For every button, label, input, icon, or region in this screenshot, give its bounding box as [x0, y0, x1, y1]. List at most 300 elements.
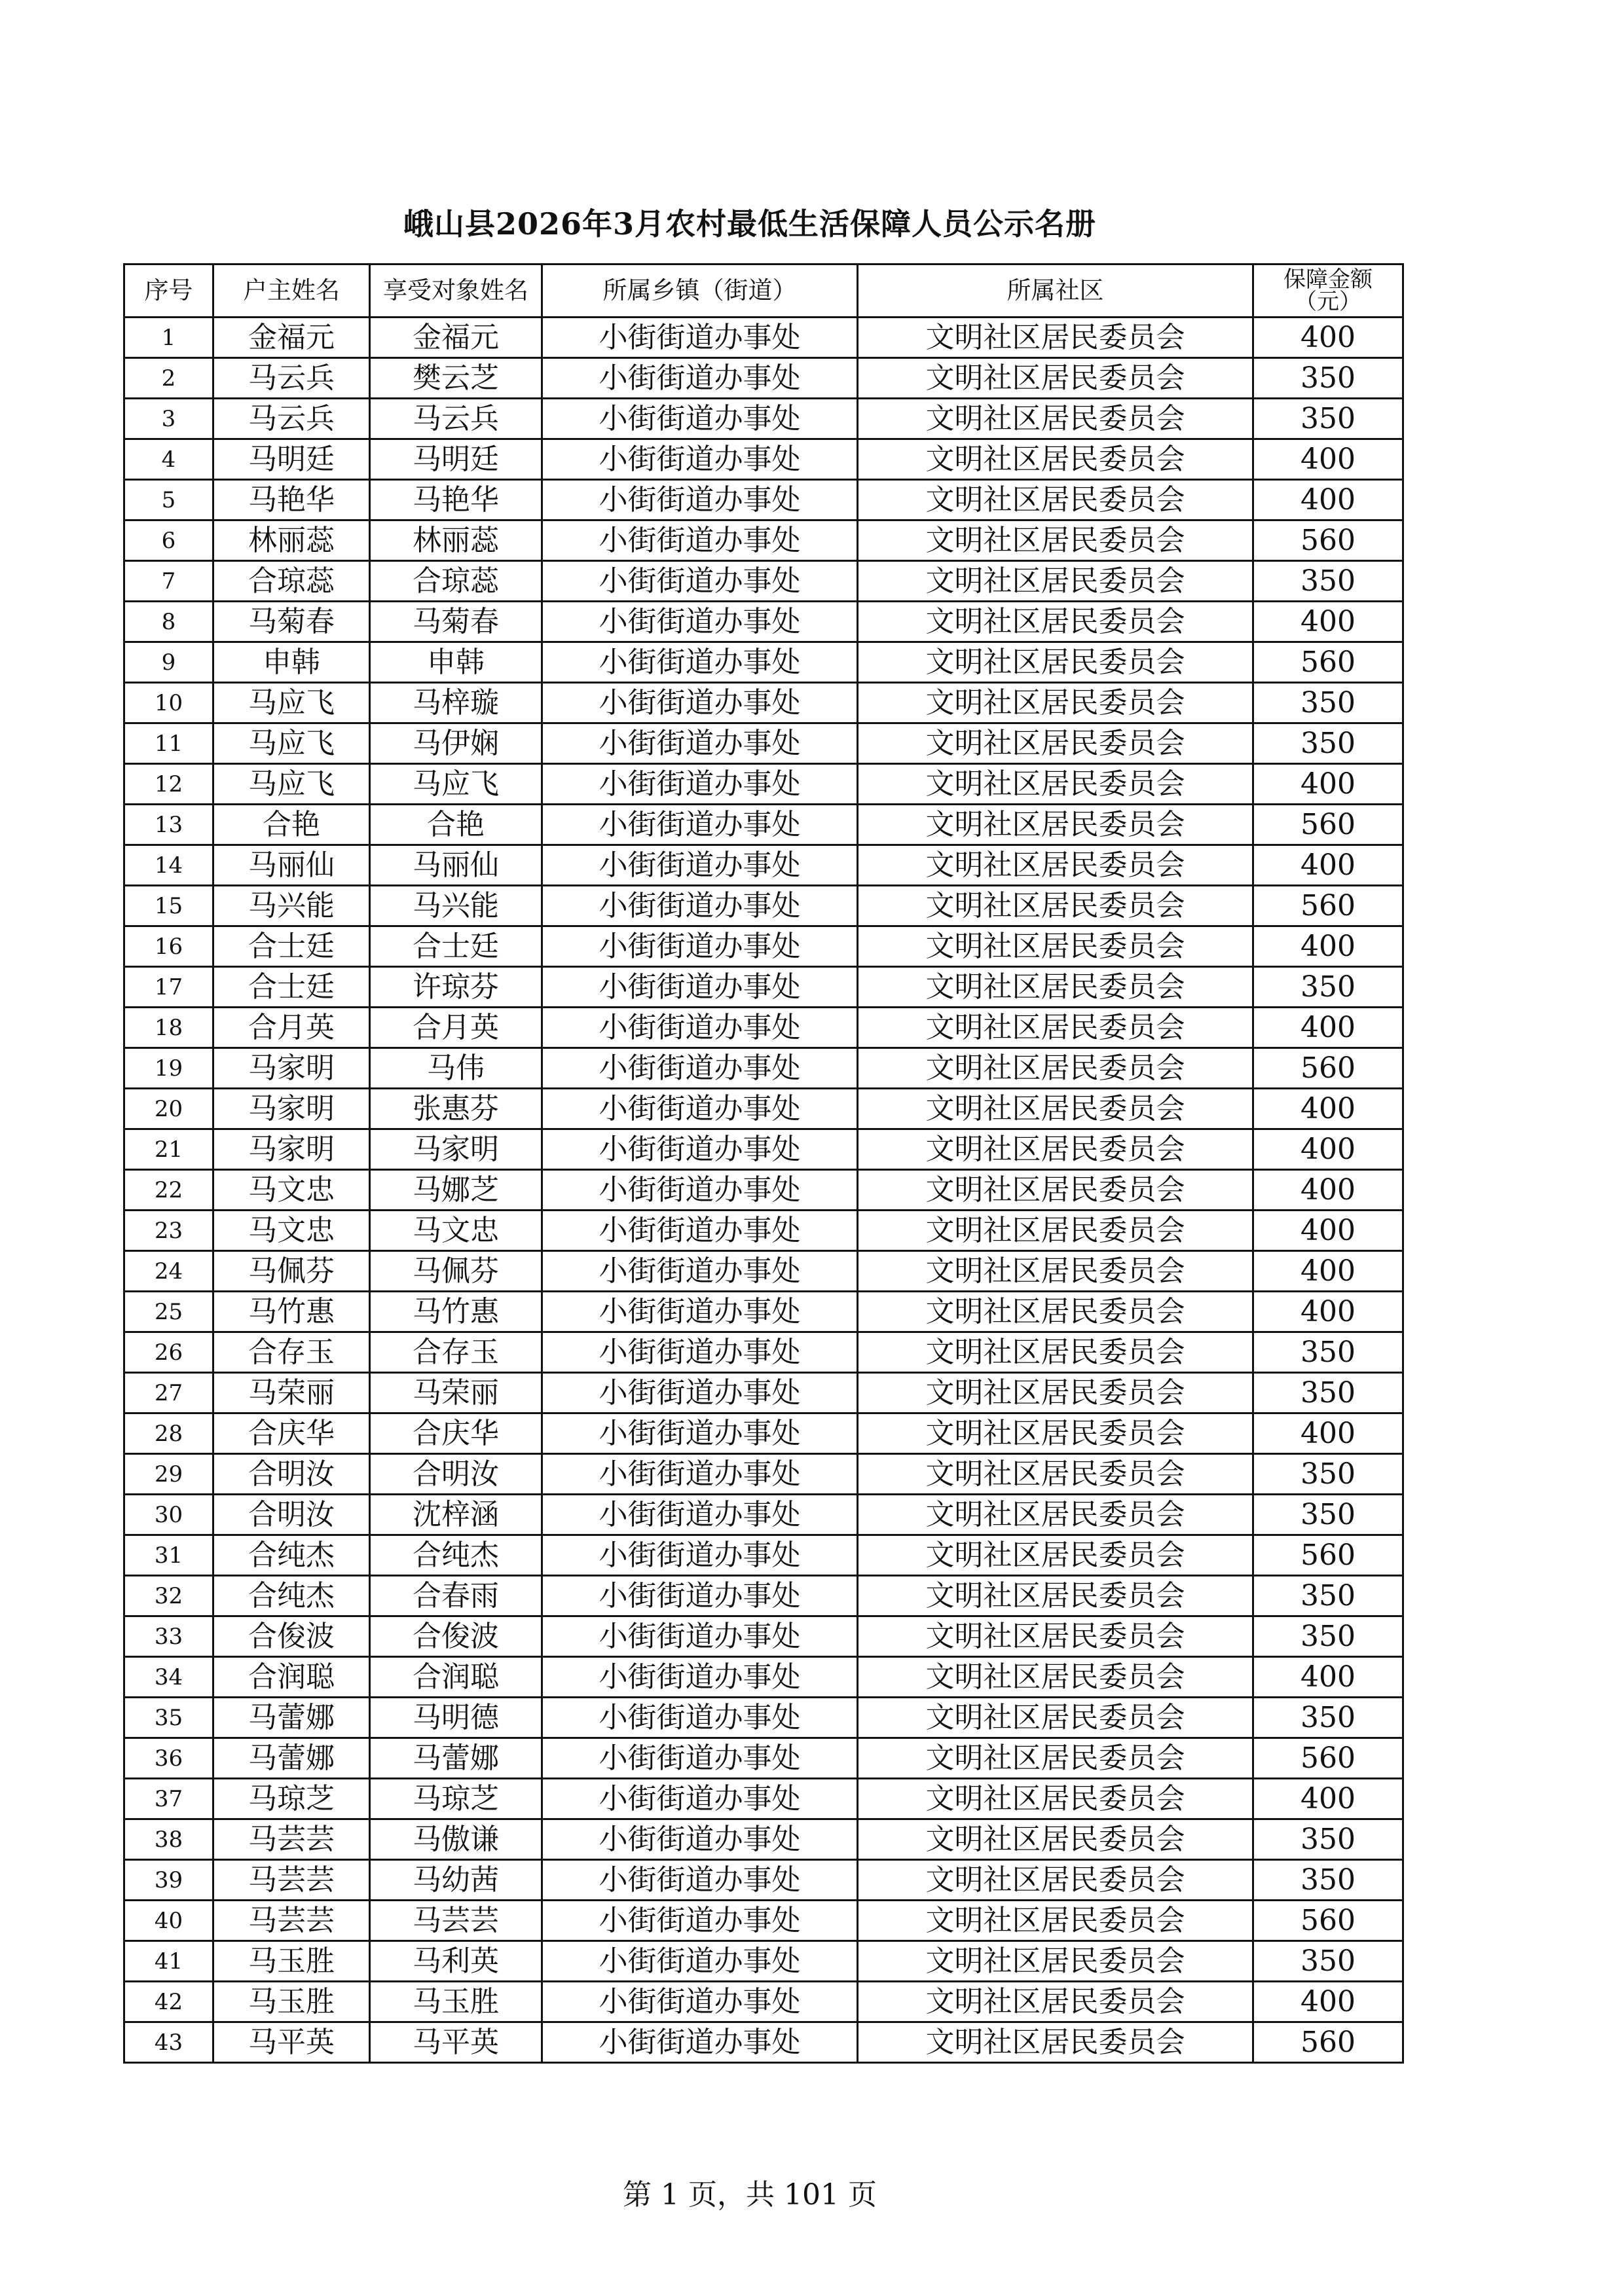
township-cell: 小街街道办事处	[542, 723, 858, 764]
beneficiary-cell: 马伊娴	[370, 723, 542, 764]
beneficiary-cell: 沈梓涵	[370, 1495, 542, 1535]
amount-cell: 400	[1253, 1170, 1403, 1211]
amount-cell: 350	[1253, 1332, 1403, 1373]
township-cell: 小街街道办事处	[542, 1819, 858, 1860]
household-head-cell: 合月英	[213, 1008, 370, 1048]
household-head-cell: 马佩芬	[213, 1251, 370, 1292]
beneficiary-cell: 马丽仙	[370, 845, 542, 886]
amount-cell: 350	[1253, 1373, 1403, 1413]
household-head-cell: 马玉胜	[213, 1982, 370, 2022]
township-cell: 小街街道办事处	[542, 1941, 858, 1982]
township-cell: 小街街道办事处	[542, 1860, 858, 1901]
table-row	[124, 1819, 1403, 1860]
community-cell: 文明社区居民委员会	[858, 1819, 1253, 1860]
township-cell: 小街街道办事处	[542, 845, 858, 886]
community-cell: 文明社区居民委员会	[858, 1698, 1253, 1738]
township-cell: 小街街道办事处	[542, 1251, 858, 1292]
row-index-cell: 15	[124, 886, 213, 926]
beneficiary-cell: 合庆华	[370, 1413, 542, 1454]
amount-cell: 560	[1253, 1738, 1403, 1779]
table-row	[124, 1738, 1403, 1779]
header-amount-label: 保障金额	[1283, 266, 1373, 293]
community-cell: 文明社区居民委员会	[858, 683, 1253, 723]
table-row	[124, 1251, 1403, 1292]
community-cell: 文明社区居民委员会	[858, 1170, 1253, 1211]
community-cell: 文明社区居民委员会	[858, 1454, 1253, 1495]
amount-cell: 560	[1253, 1535, 1403, 1576]
beneficiary-cell: 马蕾娜	[370, 1738, 542, 1779]
household-head-cell: 马艳华	[213, 480, 370, 520]
community-cell: 文明社区居民委员会	[858, 1048, 1253, 1089]
row-index-cell: 26	[124, 1332, 213, 1373]
household-head-cell: 合琼蕊	[213, 561, 370, 602]
amount-cell: 560	[1253, 642, 1403, 683]
table-row	[124, 764, 1403, 805]
household-head-cell: 马明廷	[213, 439, 370, 480]
township-cell: 小街街道办事处	[542, 399, 858, 439]
row-index-cell: 1	[124, 318, 213, 358]
beneficiary-cell: 金福元	[370, 318, 542, 358]
household-head-cell: 马家明	[213, 1089, 370, 1129]
beneficiary-cell: 马傲谦	[370, 1819, 542, 1860]
beneficiary-cell: 马玉胜	[370, 1982, 542, 2022]
township-cell: 小街街道办事处	[542, 886, 858, 926]
row-index-cell: 23	[124, 1211, 213, 1251]
row-index-cell: 13	[124, 805, 213, 845]
township-cell: 小街街道办事处	[542, 1982, 858, 2022]
row-index-cell: 29	[124, 1454, 213, 1495]
beneficiary-cell: 合春雨	[370, 1576, 542, 1616]
row-index-cell: 24	[124, 1251, 213, 1292]
beneficiary-cell: 樊云芝	[370, 358, 542, 399]
township-cell: 小街街道办事处	[542, 2022, 858, 2063]
township-cell: 小街街道办事处	[542, 1008, 858, 1048]
amount-cell: 350	[1253, 1495, 1403, 1535]
township-cell: 小街街道办事处	[542, 1332, 858, 1373]
beneficiary-cell: 马艳华	[370, 480, 542, 520]
township-cell: 小街街道办事处	[542, 1738, 858, 1779]
township-cell: 小街街道办事处	[542, 1413, 858, 1454]
community-cell: 文明社区居民委员会	[858, 967, 1253, 1008]
amount-cell: 350	[1253, 1698, 1403, 1738]
household-head-cell: 合纯杰	[213, 1535, 370, 1576]
community-cell: 文明社区居民委员会	[858, 561, 1253, 602]
township-cell: 小街街道办事处	[542, 1698, 858, 1738]
amount-cell: 560	[1253, 1901, 1403, 1941]
row-index-cell: 40	[124, 1901, 213, 1941]
township-cell: 小街街道办事处	[542, 1779, 858, 1819]
amount-cell: 400	[1253, 845, 1403, 886]
row-index-cell: 36	[124, 1738, 213, 1779]
amount-cell: 560	[1253, 2022, 1403, 2063]
community-cell: 文明社区居民委员会	[858, 439, 1253, 480]
township-cell: 小街街道办事处	[542, 1089, 858, 1129]
community-cell: 文明社区居民委员会	[858, 1211, 1253, 1251]
township-cell: 小街街道办事处	[542, 1292, 858, 1332]
community-cell: 文明社区居民委员会	[858, 886, 1253, 926]
township-cell: 小街街道办事处	[542, 1048, 858, 1089]
community-cell: 文明社区居民委员会	[858, 1657, 1253, 1698]
community-cell: 文明社区居民委员会	[858, 1982, 1253, 2022]
household-head-cell: 申韩	[213, 642, 370, 683]
row-index-cell: 9	[124, 642, 213, 683]
community-cell: 文明社区居民委员会	[858, 1779, 1253, 1819]
community-cell: 文明社区居民委员会	[858, 1941, 1253, 1982]
amount-cell: 400	[1253, 1251, 1403, 1292]
table-row	[124, 1860, 1403, 1901]
township-cell: 小街街道办事处	[542, 967, 858, 1008]
household-head-cell: 金福元	[213, 318, 370, 358]
township-cell: 小街街道办事处	[542, 1616, 858, 1657]
beneficiary-cell: 马利英	[370, 1941, 542, 1982]
beneficiary-cell: 马云兵	[370, 399, 542, 439]
household-head-cell: 合艳	[213, 805, 370, 845]
table-row	[124, 1901, 1403, 1941]
page-footer: 第 1 页，共 101 页	[623, 2178, 877, 2212]
township-cell: 小街街道办事处	[542, 642, 858, 683]
beneficiary-cell: 马荣丽	[370, 1373, 542, 1413]
community-cell: 文明社区居民委员会	[858, 1535, 1253, 1576]
amount-cell: 560	[1253, 886, 1403, 926]
table-row	[124, 1535, 1403, 1576]
beneficiary-cell: 合琼蕊	[370, 561, 542, 602]
household-head-cell: 马蕾娜	[213, 1698, 370, 1738]
table-row	[124, 358, 1403, 399]
amount-cell: 560	[1253, 805, 1403, 845]
table-row	[124, 1657, 1403, 1698]
table-row	[124, 602, 1403, 642]
row-index-cell: 4	[124, 439, 213, 480]
header-amount	[1253, 264, 1403, 318]
table-row	[124, 805, 1403, 845]
community-cell: 文明社区居民委员会	[858, 1901, 1253, 1941]
township-cell: 小街街道办事处	[542, 1495, 858, 1535]
header-township: 所属乡镇（街道）	[542, 264, 858, 318]
community-cell: 文明社区居民委员会	[858, 723, 1253, 764]
beneficiary-cell: 合纯杰	[370, 1535, 542, 1576]
household-head-cell: 合士廷	[213, 926, 370, 967]
beneficiary-cell: 合士廷	[370, 926, 542, 967]
header-beneficiary: 享受对象姓名	[370, 264, 542, 318]
table-row	[124, 886, 1403, 926]
community-cell: 文明社区居民委员会	[858, 480, 1253, 520]
page-title: 峨山县2026年3月农村最低生活保障人员公示名册	[403, 206, 1097, 242]
community-cell: 文明社区居民委员会	[858, 1373, 1253, 1413]
amount-cell: 400	[1253, 1657, 1403, 1698]
household-head-cell: 合明汝	[213, 1495, 370, 1535]
community-cell: 文明社区居民委员会	[858, 2022, 1253, 2063]
township-cell: 小街街道办事处	[542, 1535, 858, 1576]
household-head-cell: 马荣丽	[213, 1373, 370, 1413]
table-row	[124, 1008, 1403, 1048]
row-index-cell: 16	[124, 926, 213, 967]
beneficiary-cell: 马梓璇	[370, 683, 542, 723]
table-row	[124, 1941, 1403, 1982]
household-head-cell: 马应飞	[213, 723, 370, 764]
row-index-cell: 19	[124, 1048, 213, 1089]
table-row	[124, 480, 1403, 520]
township-cell: 小街街道办事处	[542, 439, 858, 480]
amount-cell: 400	[1253, 439, 1403, 480]
household-head-cell: 马云兵	[213, 358, 370, 399]
beneficiary-cell: 马佩芬	[370, 1251, 542, 1292]
amount-cell: 350	[1253, 967, 1403, 1008]
household-head-cell: 马琼芝	[213, 1779, 370, 1819]
township-cell: 小街街道办事处	[542, 318, 858, 358]
beneficiary-cell: 马幼茜	[370, 1860, 542, 1901]
amount-cell: 400	[1253, 1089, 1403, 1129]
table-header-row	[124, 264, 1403, 318]
township-cell: 小街街道办事处	[542, 683, 858, 723]
row-index-cell: 27	[124, 1373, 213, 1413]
header-household-head: 户主姓名	[213, 264, 370, 318]
amount-cell: 400	[1253, 1413, 1403, 1454]
table-row	[124, 723, 1403, 764]
community-cell: 文明社区居民委员会	[858, 845, 1253, 886]
beneficiary-cell: 马兴能	[370, 886, 542, 926]
amount-cell: 400	[1253, 926, 1403, 967]
amount-cell: 400	[1253, 1211, 1403, 1251]
community-cell: 文明社区居民委员会	[858, 1332, 1253, 1373]
row-index-cell: 31	[124, 1535, 213, 1576]
table-row	[124, 926, 1403, 967]
row-index-cell: 38	[124, 1819, 213, 1860]
amount-cell: 350	[1253, 358, 1403, 399]
amount-cell: 400	[1253, 602, 1403, 642]
table-row	[124, 1332, 1403, 1373]
household-head-cell: 马平英	[213, 2022, 370, 2063]
row-index-cell: 7	[124, 561, 213, 602]
township-cell: 小街街道办事处	[542, 520, 858, 561]
table-row	[124, 520, 1403, 561]
township-cell: 小街街道办事处	[542, 1657, 858, 1698]
row-index-cell: 30	[124, 1495, 213, 1535]
household-head-cell: 马芸芸	[213, 1819, 370, 1860]
community-cell: 文明社区居民委员会	[858, 764, 1253, 805]
table-row	[124, 1373, 1403, 1413]
household-head-cell: 合俊波	[213, 1616, 370, 1657]
row-index-cell: 32	[124, 1576, 213, 1616]
row-index-cell: 35	[124, 1698, 213, 1738]
row-index-cell: 12	[124, 764, 213, 805]
household-head-cell: 马应飞	[213, 683, 370, 723]
beneficiary-cell: 合明汝	[370, 1454, 542, 1495]
township-cell: 小街街道办事处	[542, 764, 858, 805]
amount-cell: 350	[1253, 723, 1403, 764]
beneficiary-cell: 马竹惠	[370, 1292, 542, 1332]
beneficiary-cell: 马家明	[370, 1129, 542, 1170]
household-head-cell: 马芸芸	[213, 1901, 370, 1941]
beneficiary-cell: 合月英	[370, 1008, 542, 1048]
table-row	[124, 1576, 1403, 1616]
township-cell: 小街街道办事处	[542, 1373, 858, 1413]
row-index-cell: 10	[124, 683, 213, 723]
row-index-cell: 43	[124, 2022, 213, 2063]
table-row	[124, 2022, 1403, 2063]
community-cell: 文明社区居民委员会	[858, 1576, 1253, 1616]
table-row	[124, 1413, 1403, 1454]
table-row	[124, 683, 1403, 723]
household-head-cell: 马兴能	[213, 886, 370, 926]
township-cell: 小街街道办事处	[542, 1211, 858, 1251]
household-head-cell: 马文忠	[213, 1170, 370, 1211]
beneficiary-cell: 合润聪	[370, 1657, 542, 1698]
table-row	[124, 1779, 1403, 1819]
row-index-cell: 17	[124, 967, 213, 1008]
beneficiary-cell: 马明廷	[370, 439, 542, 480]
community-cell: 文明社区居民委员会	[858, 399, 1253, 439]
beneficiary-cell: 马平英	[370, 2022, 542, 2063]
beneficiary-cell: 马明德	[370, 1698, 542, 1738]
township-cell: 小街街道办事处	[542, 1901, 858, 1941]
township-cell: 小街街道办事处	[542, 358, 858, 399]
amount-cell: 350	[1253, 1616, 1403, 1657]
table-row	[124, 1048, 1403, 1089]
community-cell: 文明社区居民委员会	[858, 1251, 1253, 1292]
header-amount-unit: （元）	[1295, 289, 1361, 315]
amount-cell: 400	[1253, 1292, 1403, 1332]
household-head-cell: 马竹惠	[213, 1292, 370, 1332]
township-cell: 小街街道办事处	[542, 1129, 858, 1170]
household-head-cell: 马芸芸	[213, 1860, 370, 1901]
household-head-cell: 合明汝	[213, 1454, 370, 1495]
household-head-cell: 合纯杰	[213, 1576, 370, 1616]
township-cell: 小街街道办事处	[542, 805, 858, 845]
amount-cell: 350	[1253, 399, 1403, 439]
row-index-cell: 20	[124, 1089, 213, 1129]
household-head-cell: 合润聪	[213, 1657, 370, 1698]
household-head-cell: 马应飞	[213, 764, 370, 805]
community-cell: 文明社区居民委员会	[858, 1616, 1253, 1657]
beneficiary-cell: 马琼芝	[370, 1779, 542, 1819]
row-index-cell: 21	[124, 1129, 213, 1170]
amount-cell: 560	[1253, 1048, 1403, 1089]
township-cell: 小街街道办事处	[542, 1576, 858, 1616]
table-body	[124, 318, 1403, 2063]
table-row	[124, 642, 1403, 683]
household-head-cell: 马丽仙	[213, 845, 370, 886]
row-index-cell: 34	[124, 1657, 213, 1698]
row-index-cell: 6	[124, 520, 213, 561]
community-cell: 文明社区居民委员会	[858, 1292, 1253, 1332]
community-cell: 文明社区居民委员会	[858, 520, 1253, 561]
row-index-cell: 14	[124, 845, 213, 886]
row-index-cell: 3	[124, 399, 213, 439]
table-row	[124, 318, 1403, 358]
household-head-cell: 合庆华	[213, 1413, 370, 1454]
table-row	[124, 1495, 1403, 1535]
household-head-cell: 林丽蕊	[213, 520, 370, 561]
roster-table	[123, 263, 1404, 2064]
table-row	[124, 561, 1403, 602]
beneficiary-cell: 马伟	[370, 1048, 542, 1089]
beneficiary-cell: 马菊春	[370, 602, 542, 642]
table-row	[124, 1211, 1403, 1251]
row-index-cell: 28	[124, 1413, 213, 1454]
beneficiary-cell: 许琼芬	[370, 967, 542, 1008]
row-index-cell: 41	[124, 1941, 213, 1982]
beneficiary-cell: 林丽蕊	[370, 520, 542, 561]
household-head-cell: 马云兵	[213, 399, 370, 439]
beneficiary-cell: 申韩	[370, 642, 542, 683]
community-cell: 文明社区居民委员会	[858, 1089, 1253, 1129]
community-cell: 文明社区居民委员会	[858, 1008, 1253, 1048]
row-index-cell: 18	[124, 1008, 213, 1048]
table-row	[124, 967, 1403, 1008]
amount-cell: 350	[1253, 1454, 1403, 1495]
household-head-cell: 马菊春	[213, 602, 370, 642]
community-cell: 文明社区居民委员会	[858, 642, 1253, 683]
amount-cell: 400	[1253, 1982, 1403, 2022]
beneficiary-cell: 马娜芝	[370, 1170, 542, 1211]
amount-cell: 350	[1253, 683, 1403, 723]
household-head-cell: 马家明	[213, 1048, 370, 1089]
table-row	[124, 1616, 1403, 1657]
row-index-cell: 5	[124, 480, 213, 520]
township-cell: 小街街道办事处	[542, 561, 858, 602]
amount-cell: 400	[1253, 1129, 1403, 1170]
row-index-cell: 22	[124, 1170, 213, 1211]
amount-cell: 400	[1253, 318, 1403, 358]
beneficiary-cell: 马文忠	[370, 1211, 542, 1251]
household-head-cell: 马文忠	[213, 1211, 370, 1251]
table-row	[124, 1129, 1403, 1170]
amount-cell: 400	[1253, 764, 1403, 805]
table-row	[124, 1454, 1403, 1495]
amount-cell: 400	[1253, 1008, 1403, 1048]
table-row	[124, 1089, 1403, 1129]
community-cell: 文明社区居民委员会	[858, 1413, 1253, 1454]
table-row	[124, 1170, 1403, 1211]
community-cell: 文明社区居民委员会	[858, 1495, 1253, 1535]
header-community: 所属社区	[858, 264, 1253, 318]
household-head-cell: 马玉胜	[213, 1941, 370, 1982]
row-index-cell: 37	[124, 1779, 213, 1819]
row-index-cell: 42	[124, 1982, 213, 2022]
township-cell: 小街街道办事处	[542, 1170, 858, 1211]
row-index-cell: 8	[124, 602, 213, 642]
township-cell: 小街街道办事处	[542, 602, 858, 642]
amount-cell: 350	[1253, 561, 1403, 602]
row-index-cell: 33	[124, 1616, 213, 1657]
household-head-cell: 合存玉	[213, 1332, 370, 1373]
amount-cell: 560	[1253, 520, 1403, 561]
table-row	[124, 1698, 1403, 1738]
amount-cell: 350	[1253, 1819, 1403, 1860]
row-index-cell: 11	[124, 723, 213, 764]
household-head-cell: 马家明	[213, 1129, 370, 1170]
header-index: 序号	[124, 264, 213, 318]
household-head-cell: 合士廷	[213, 967, 370, 1008]
community-cell: 文明社区居民委员会	[858, 1129, 1253, 1170]
beneficiary-cell: 马芸芸	[370, 1901, 542, 1941]
row-index-cell: 2	[124, 358, 213, 399]
amount-cell: 400	[1253, 480, 1403, 520]
community-cell: 文明社区居民委员会	[858, 602, 1253, 642]
community-cell: 文明社区居民委员会	[858, 1738, 1253, 1779]
community-cell: 文明社区居民委员会	[858, 926, 1253, 967]
township-cell: 小街街道办事处	[542, 926, 858, 967]
table-row	[124, 1292, 1403, 1332]
beneficiary-cell: 合艳	[370, 805, 542, 845]
beneficiary-cell: 马应飞	[370, 764, 542, 805]
township-cell: 小街街道办事处	[542, 1454, 858, 1495]
table-row	[124, 439, 1403, 480]
beneficiary-cell: 合俊波	[370, 1616, 542, 1657]
table-row	[124, 845, 1403, 886]
table-row	[124, 399, 1403, 439]
amount-cell: 350	[1253, 1941, 1403, 1982]
